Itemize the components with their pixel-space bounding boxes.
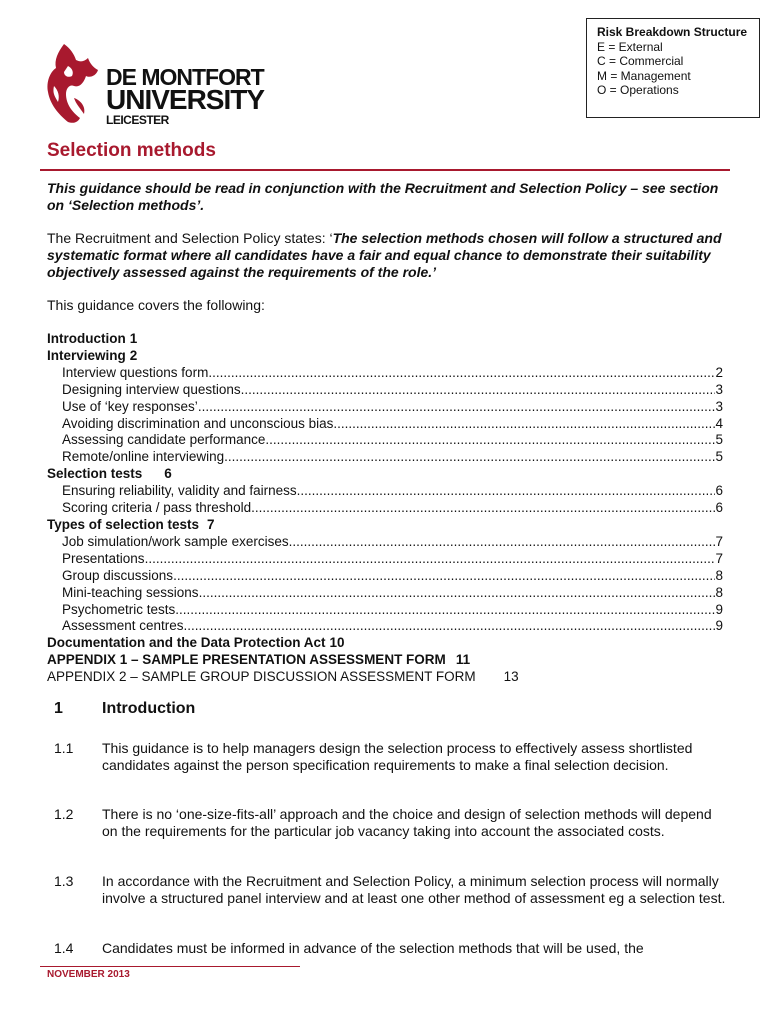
toc-entry[interactable]: Job simulation/work sample exercises ..... 7	[47, 534, 723, 551]
guidance-note: This guidance should be read in conjunction with the Recruitment and Selection Policy – see section on ‘Selection methods’.	[47, 180, 719, 213]
risk-item: M = Management	[597, 68, 691, 83]
toc-heading[interactable]: Documentation and the Data Protection Act 10	[47, 635, 345, 651]
toc-heading[interactable]: Introduction 1	[47, 331, 138, 346]
risk-breakdown-box	[586, 18, 760, 118]
toc-appendix[interactable]: APPENDIX 2 – SAMPLE GROUP DISCUSSION ASSESSMENT FORM 13	[47, 669, 519, 685]
toc-entry[interactable]: Ensuring reliability, validity and fairness ..... 6	[47, 483, 723, 500]
section-heading: 1 Introduction	[54, 700, 196, 717]
risk-item: E = External	[597, 39, 663, 54]
toc-heading[interactable]: Selection tests 6	[47, 466, 172, 482]
toc-entry[interactable]: Use of ‘key responses’ ..... 3	[47, 399, 723, 416]
risk-item: O = Operations	[597, 83, 679, 97]
policy-lead: The Recruitment and Selection Policy states: ‘	[47, 230, 333, 246]
toc-entry[interactable]: Remote/online interviewing ..... 5	[47, 449, 723, 466]
paragraph-text: There is no ‘one-size-fits-all’ approach and the choice and design of selection methods will depend on the requirements for the particular job vacancy taking into account the associated costs.	[102, 806, 712, 839]
policy-quote: The selection methods chosen will follow a structured and systematic format where all candidates have a fair and equal chance to demonstrate their suitability objectively assessed against the requirements of the role.’	[47, 230, 722, 280]
title-rule	[40, 169, 730, 171]
paragraph-number: 1.1	[54, 740, 74, 756]
toc-heading[interactable]: Types of selection tests 7	[47, 516, 215, 532]
toc-entry[interactable]: Interview questions form ..... 2	[47, 365, 723, 382]
logo-line-2: UNIVERSITY	[106, 84, 265, 115]
toc-appendix[interactable]: APPENDIX 1 – SAMPLE PRESENTATION ASSESSMENT FORM 11	[47, 652, 471, 668]
toc-heading[interactable]: Interviewing 2	[47, 347, 138, 363]
footer-rule	[40, 966, 300, 967]
toc-entry[interactable]: Psychometric tests ..... 9	[47, 602, 723, 619]
paragraph-number: 1.2	[54, 806, 74, 822]
paragraph-number: 1.3	[54, 873, 74, 889]
risk-item: C = Commercial	[597, 54, 684, 68]
policy-statement	[47, 230, 727, 281]
risk-breakdown-title: Risk Breakdown Structure	[597, 25, 748, 39]
university-logo	[44, 40, 265, 127]
toc-entry[interactable]: Mini-teaching sessions ..... 8	[47, 585, 723, 602]
lion-crest-icon	[44, 42, 102, 126]
toc-entry[interactable]: Presentations ..... 7	[47, 551, 723, 568]
paragraph-number: 1.4	[54, 940, 74, 956]
toc-entry[interactable]: Assessment centres ..... 9	[47, 618, 723, 635]
toc-entry[interactable]: Group discussions ..... 8	[47, 568, 723, 585]
logo-line-3: LEICESTER	[106, 113, 169, 127]
paragraph-text: This guidance is to help managers design the selection process to effectively assess shortlisted candidates against the person specification requirements to make a final selection decision.	[102, 740, 693, 773]
table-of-contents	[47, 331, 723, 686]
paragraph-text: Candidates must be informed in advance of the selection methods that will be used, the	[102, 940, 644, 956]
logo-line-1: DE MONTFORT	[106, 64, 264, 90]
paragraph-text: In accordance with the Recruitment and Selection Policy, a minimum selection process will normally involve a structured panel interview and at least one other method of assessment eg a selection test.	[102, 873, 726, 906]
page-title: Selection methods	[47, 140, 216, 161]
toc-entry[interactable]: Avoiding discrimination and unconscious bias ..... 4	[47, 416, 723, 433]
toc-entry[interactable]: Designing interview questions ..... 3	[47, 382, 723, 399]
footer-date: NOVEMBER 2013	[47, 969, 130, 980]
toc-entry[interactable]: Assessing candidate performance ..... 5	[47, 432, 723, 449]
toc-entry[interactable]: Scoring criteria / pass threshold ..... 6	[47, 500, 723, 517]
covers-text: This guidance covers the following:	[47, 297, 265, 313]
